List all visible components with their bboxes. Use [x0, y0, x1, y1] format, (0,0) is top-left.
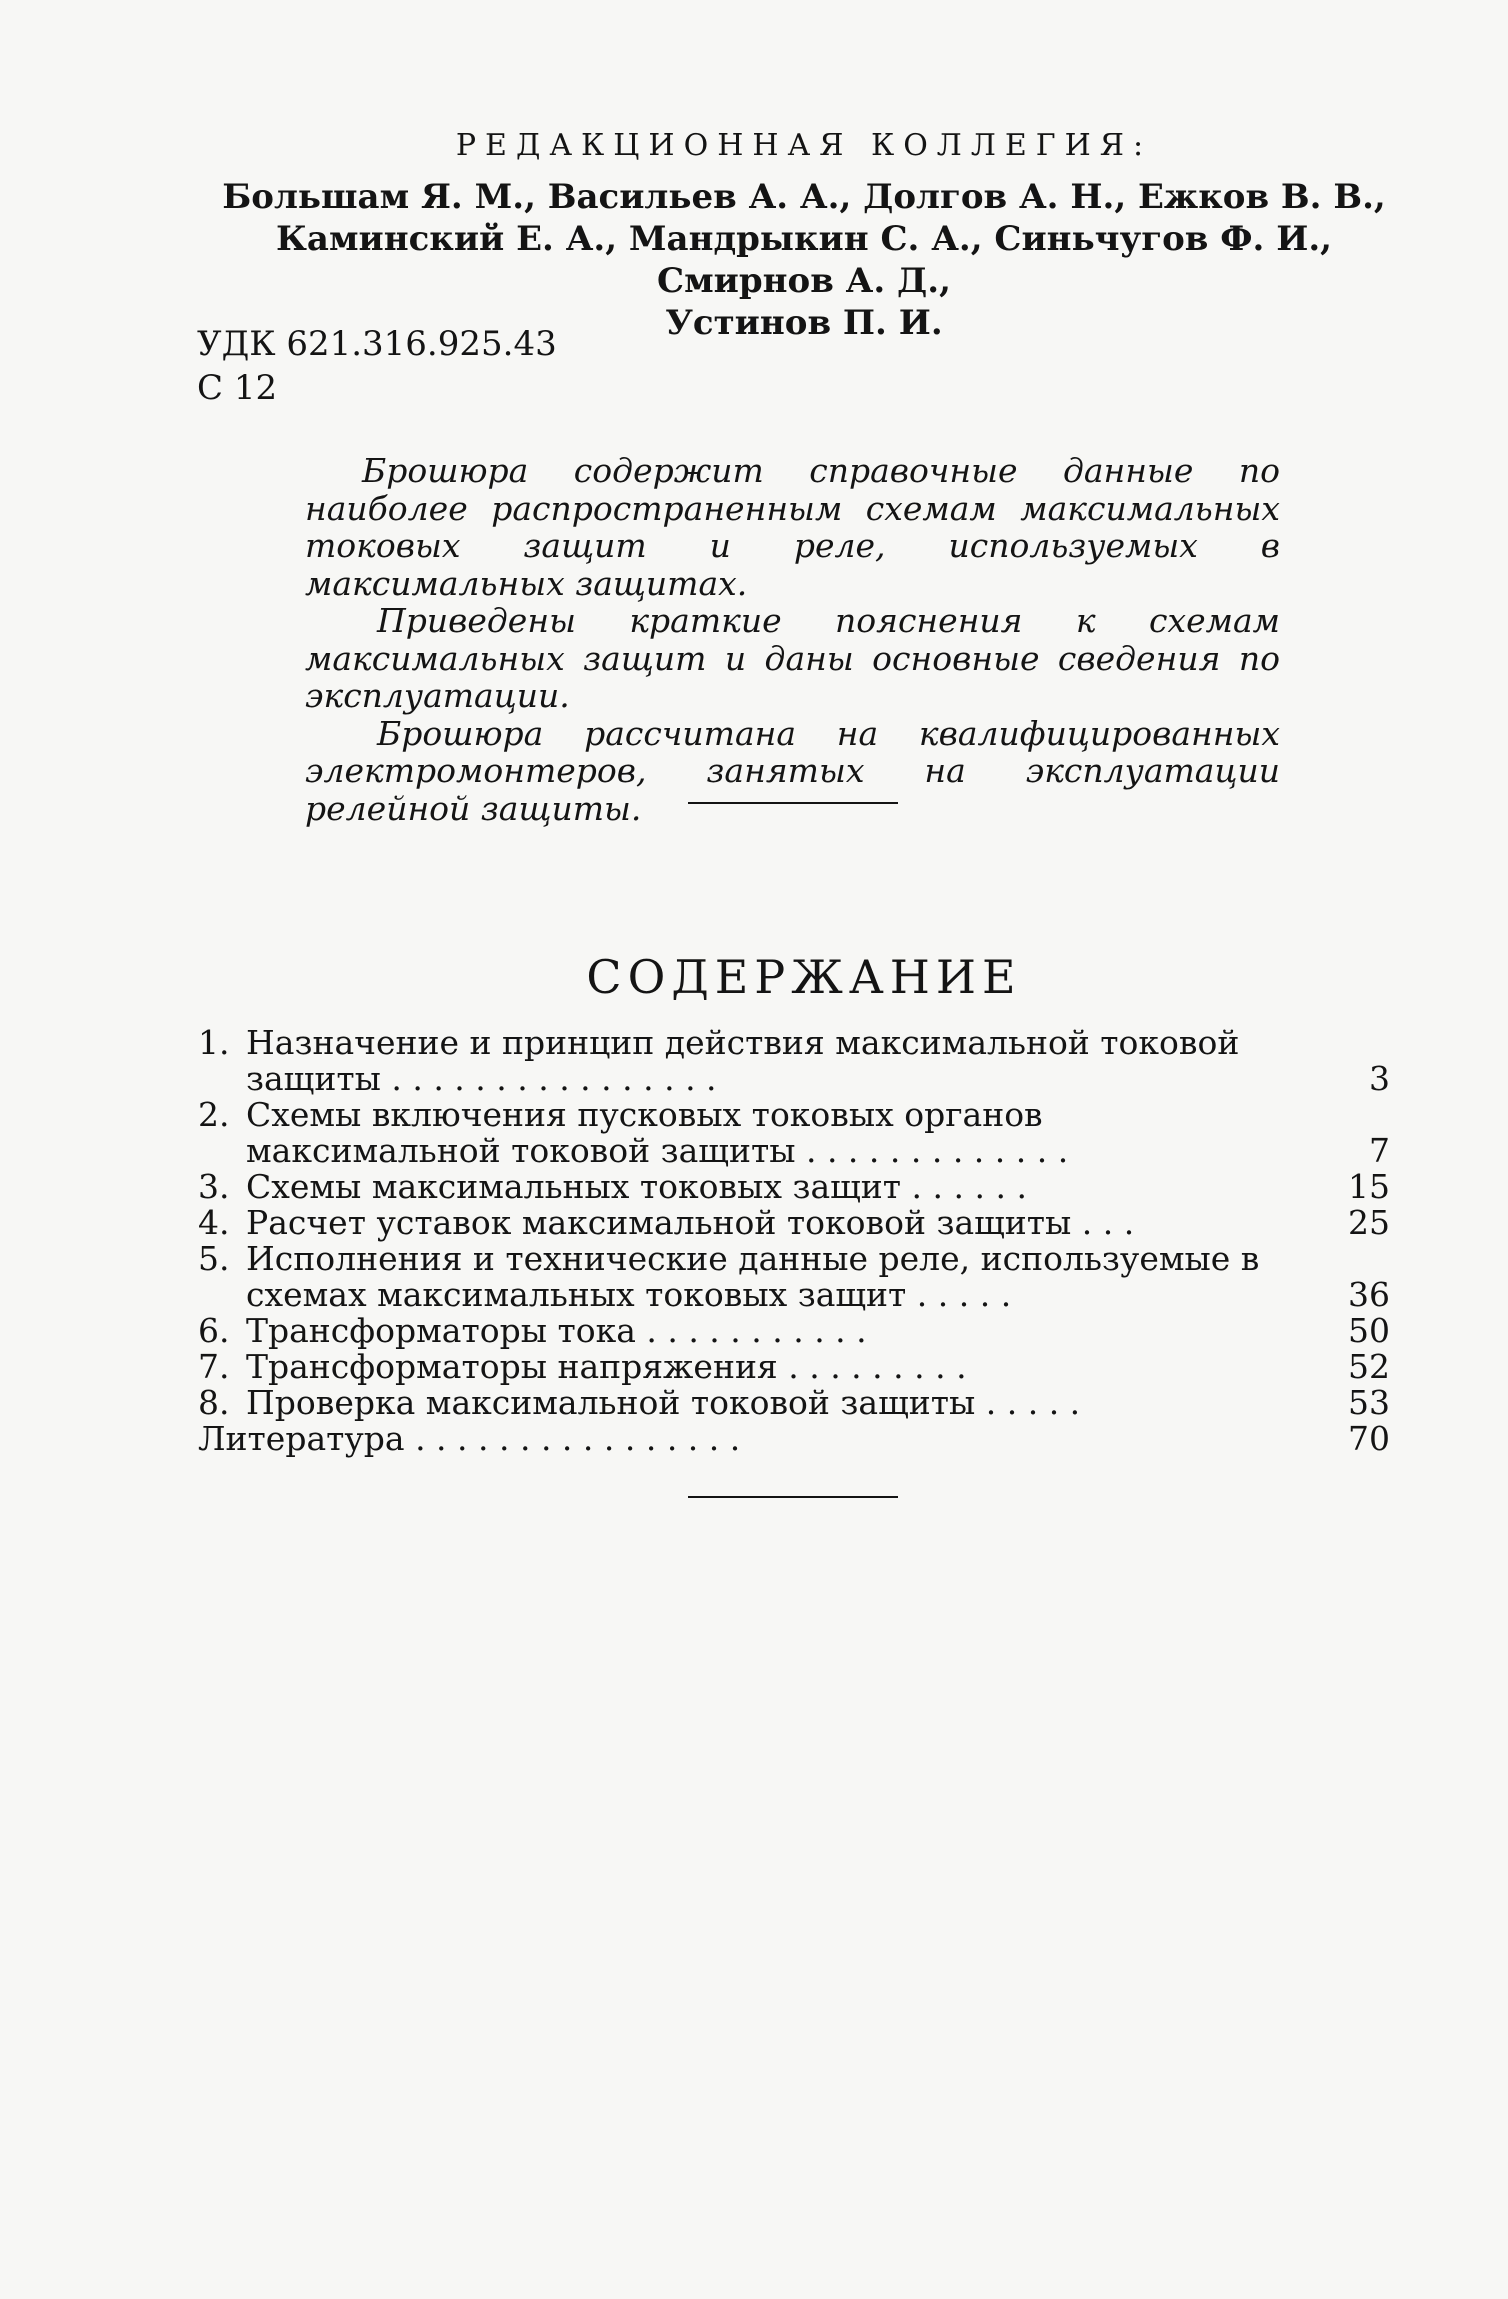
- toc-item-number: 4.: [198, 1203, 230, 1242]
- toc-item[interactable]: [198, 1025, 1390, 1097]
- toc-item[interactable]: [198, 1313, 1390, 1349]
- toc-item-title: Исполнения и технические данные реле, используемые в схемах максимальных токовых защит . . . . .: [246, 1239, 1260, 1314]
- toc-item-number: 1.: [198, 1023, 230, 1062]
- toc-heading: СОДЕРЖАНИЕ: [586, 950, 1022, 1004]
- toc-item-number: 8.: [198, 1383, 230, 1422]
- annotation-paragraph: Брошюра содержит справочные данные по наиболее распространенным схемам максимальных токовых защит и реле, используемых в максимальных защитах.: [305, 451, 1280, 603]
- toc-item-page: 52: [1348, 1347, 1390, 1386]
- toc-item-title: Схемы включения пусковых токовых органов максимальной токовой защиты . . . . . . . . . . . . .: [246, 1095, 1069, 1170]
- editorial-board-line: Каминский Е. А., Мандрыкин С. А., Синьчугов Ф. И., Смирнов А. Д.,: [275, 219, 1332, 301]
- toc-item[interactable]: [198, 1097, 1390, 1169]
- toc-item-page: 7: [1369, 1131, 1390, 1170]
- library-code: С 12: [197, 368, 278, 408]
- toc-item-number: 6.: [198, 1311, 230, 1350]
- udk-code: УДК 621.316.925.43: [197, 324, 557, 364]
- toc-item-number: 2.: [198, 1095, 230, 1134]
- annotation: [305, 452, 1280, 827]
- toc-item-page: 15: [1348, 1167, 1390, 1206]
- toc-item-page: 53: [1348, 1383, 1390, 1422]
- toc-item[interactable]: [198, 1205, 1390, 1241]
- toc-item-page: 70: [1348, 1419, 1390, 1458]
- editorial-board-line: Устинов П. И.: [665, 303, 943, 343]
- toc-item-title: Схемы максимальных токовых защит . . . . . .: [246, 1167, 1027, 1206]
- annotation-paragraph: Брошюра рассчитана на квалифицированных электромонтеров, занятых на эксплуатации релейной защиты.: [305, 713, 1280, 828]
- divider-rule: [688, 802, 898, 804]
- toc-item-page: 50: [1348, 1311, 1390, 1350]
- toc-item-title: Назначение и принцип действия максимальной токовой защиты . . . . . . . . . . . . . . . .: [246, 1023, 1240, 1098]
- toc-item-title: Литература . . . . . . . . . . . . . . . .: [198, 1419, 741, 1458]
- editorial-board-line: Большам Я. М., Васильев А. А., Долгов А. Н., Ежков В. В.,: [222, 177, 1386, 217]
- toc-item[interactable]: [198, 1241, 1390, 1313]
- editorial-board-names: [195, 176, 1413, 344]
- toc-item-number: 3.: [198, 1167, 230, 1206]
- toc-item-title: Трансформаторы напряжения . . . . . . . . .: [246, 1347, 967, 1386]
- toc-item-number: 7.: [198, 1347, 230, 1386]
- toc-item[interactable]: [198, 1385, 1390, 1421]
- toc-item-page: 3: [1369, 1059, 1390, 1098]
- toc-item[interactable]: [198, 1421, 1390, 1457]
- toc-item-page: 36: [1348, 1275, 1390, 1314]
- toc-item-title: Трансформаторы тока . . . . . . . . . . .: [246, 1311, 867, 1350]
- annotation-paragraph: Приведены краткие пояснения к схемам максимальных защит и даны основные сведения по эксплуатации.: [305, 601, 1280, 715]
- toc-item-title: Проверка максимальной токовой защиты . . . . .: [246, 1383, 1081, 1422]
- toc-item-title: Расчет уставок максимальной токовой защиты . . .: [246, 1203, 1135, 1242]
- editorial-board-heading: РЕДАКЦИОННАЯ КОЛЛЕГИЯ:: [455, 128, 1153, 163]
- toc-item-page: 25: [1348, 1203, 1390, 1242]
- toc-item[interactable]: [198, 1169, 1390, 1205]
- table-of-contents: [198, 1025, 1390, 1457]
- toc-item-number: 5.: [198, 1239, 230, 1278]
- divider-rule: [688, 1496, 898, 1498]
- toc-item[interactable]: [198, 1349, 1390, 1385]
